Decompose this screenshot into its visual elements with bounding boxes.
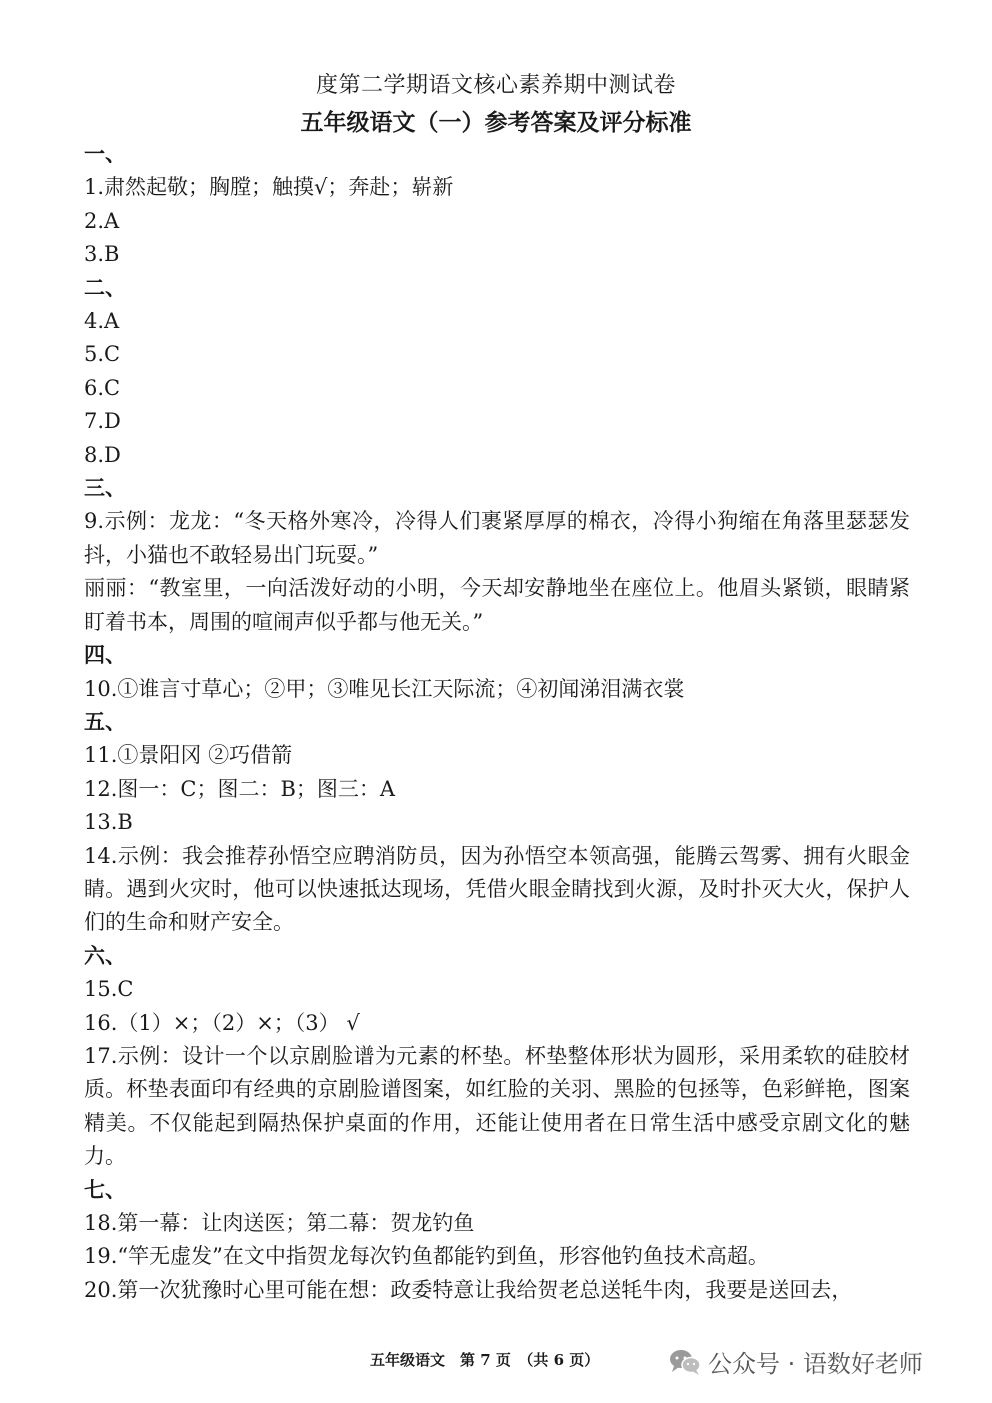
answer-11: 11.①景阳冈 ②巧借箭 [84,743,293,768]
answer-5: 5.C [84,342,121,367]
section-heading-4: 四、 [84,643,126,668]
section-heading-5: 五、 [84,709,126,734]
answer-12: 12.图一：C；图二：B；图三：A [84,776,396,801]
section-heading-3: 三、 [84,476,126,501]
section-heading-6: 六、 [84,943,126,968]
answer-9: 9.示例：龙龙：“冬天格外寒冷，冷得人们裹紧厚厚的棉衣，冷得小狗缩在角落里瑟瑟发抖，小猫也不敢轻易出门玩耍。” [84,509,910,567]
page-subtitle: 五年级语文（一）参考答案及评分标准 [300,110,692,136]
answer-18: 18.第一幕：让肉送医；第二幕：贺龙钓鱼 [84,1211,475,1235]
answer-4: 4.A [84,309,120,334]
answer-15: 15.C [84,977,134,1002]
answer-6: 6.C [84,375,121,400]
answer-14: 14.示例：我会推荐孙悟空应聘消防员，因为孙悟空本领高强，能腾云驾雾、拥有火眼金睛。遇到火灾时，他可以快速抵达现场，凭借火眼金睛找到火源，及时扑灭大火，保护人们的生命和财产安全。 [84,843,910,935]
answer-7: 7.D [84,409,121,434]
answer-13: 13.B [84,810,133,835]
wechat-icon [668,1348,702,1376]
section-heading-2: 二、 [84,275,126,300]
answer-2: 2.A [84,208,120,233]
answer-16: 16.（1）×；（2）×；（3） √ [84,1010,360,1035]
answer-17: 17.示例：设计一个以京剧脸谱为元素的杯垫。杯垫整体形状为圆形，采用柔软的硅胶材质。杯垫表面印有经典的京剧脸谱图案，如红脸的关羽、黑脸的包拯等，色彩鲜艳，图案精美。不仅能起到隔热保护桌面的作用，还能让使用者在日常生活中感受京剧文化的魅力。 [84,1043,910,1169]
answer-1: 1.肃然起敬；胸膛；触摸√；奔赴；崭新 [84,175,454,200]
answer-9-part-2: 丽丽：“教室里，一向活泼好动的小明，今天却安静地坐在座位上。他眉头紧锁，眼睛紧盯着书本，周围的喧闹声似乎都与他无关。” [84,576,910,634]
answer-8: 8.D [84,442,121,467]
page-title: 度第二学期语文核心素养期中测试卷 [315,73,676,98]
section-heading-1: 一、 [84,142,126,166]
answer-3: 3.B [84,242,120,267]
answer-19: 19.“竿无虚发”在文中指贺龙每次钓鱼都能钓到鱼，形容他钓鱼技术高超。 [84,1244,769,1269]
page-footer: 五年级语文 第 7 页 （共 6 页） [370,1351,600,1369]
answer-20: 20.第一次犹豫时心里可能在想：政委特意让我给贺老总送牦牛肉，我要是送回去， [84,1277,853,1302]
watermark-text: 公众号 · 语数好老师 [708,1350,923,1378]
answer-content [84,138,910,1307]
answer-10: 10.①谁言寸草心；②甲；③唯见长江天际流；④初闻涕泪满衣裳 [84,676,685,701]
watermark [668,1344,923,1379]
section-heading-7: 七、 [84,1177,126,1202]
